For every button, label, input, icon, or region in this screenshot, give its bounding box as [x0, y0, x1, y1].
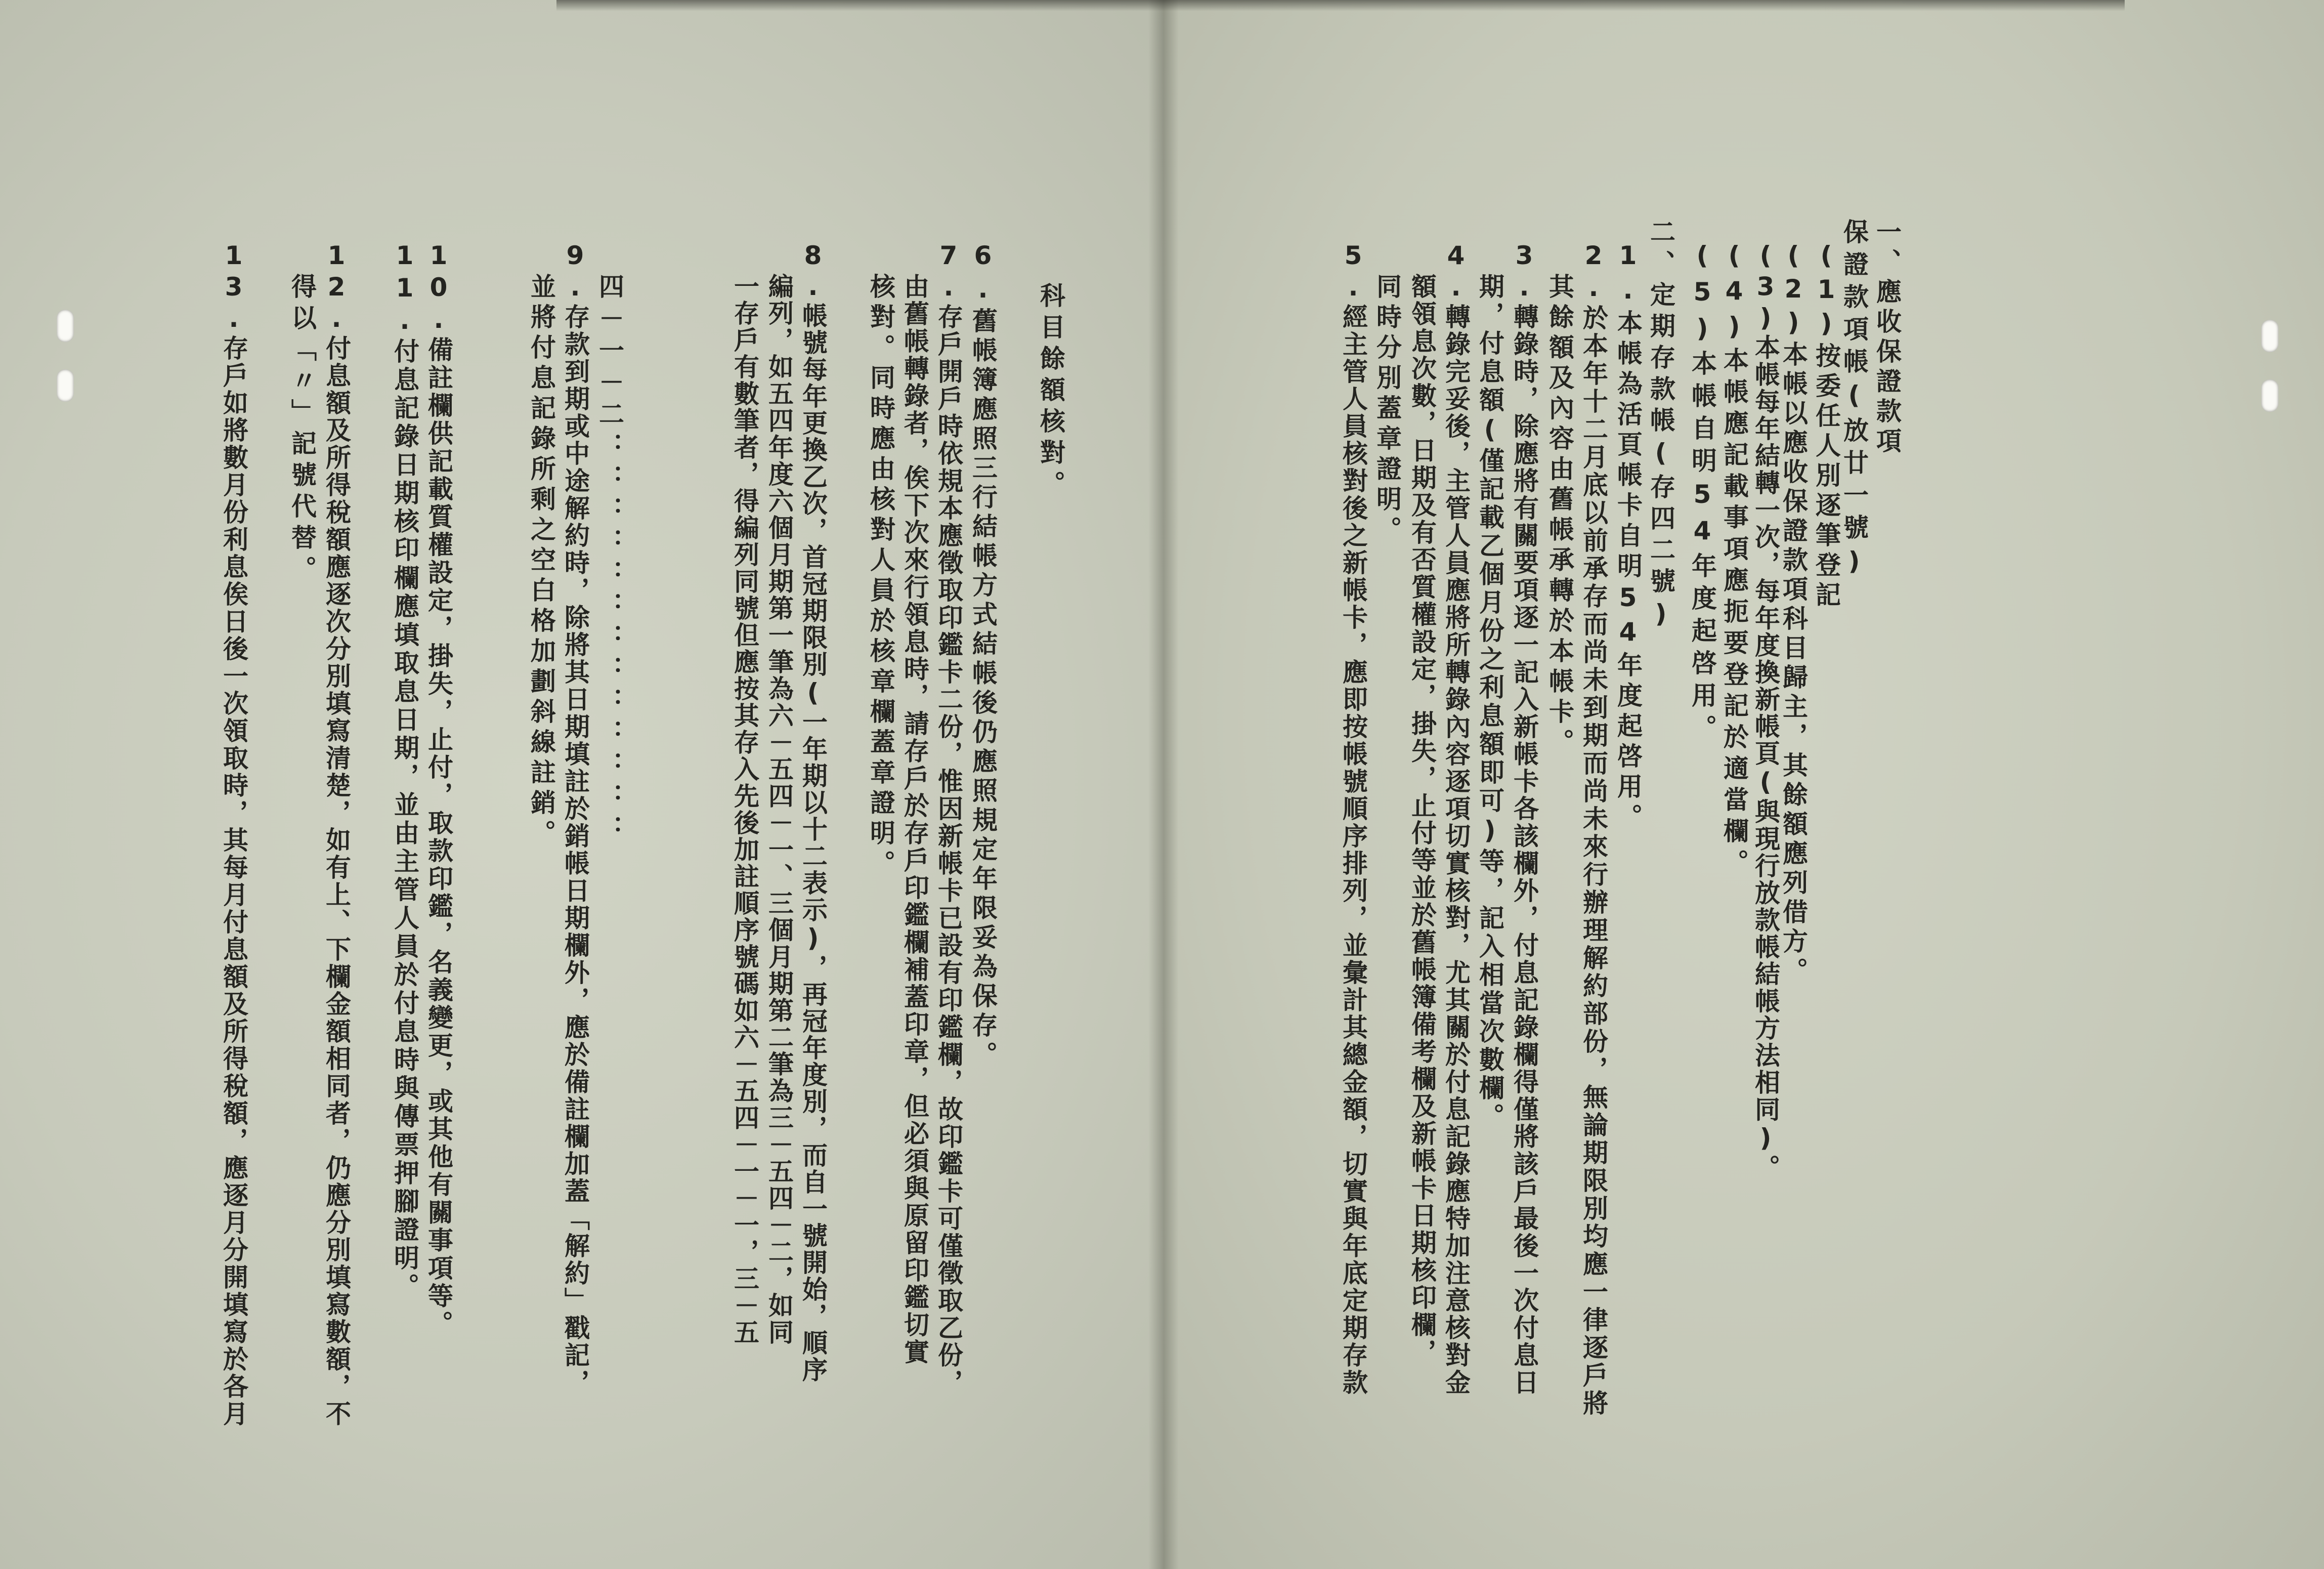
- text-column: 科目餘額核對。: [1036, 282, 1065, 502]
- text-column: 保證款項帳(放廿一號): [1839, 219, 1869, 583]
- top-edge-shadow: [556, 0, 2125, 11]
- text-column: 由舊帳轉錄者，俟下次來行領息時，請存戶於存戶印鑑欄補蓋印章，但必須與原留印鑑切實: [900, 273, 929, 1366]
- text-column: 得以「〃」記號代替。: [287, 273, 317, 587]
- text-column: 12.付息額及所得稅額應逐次分別填寫清楚，如有上、下欄金額相同者，仍應分別填寫數額，不: [322, 241, 351, 1428]
- text-column: 額領息次數，日期及有否質權設定，掛失，止付等並於舊帳簿備考欄及新帳卡日期核印欄，: [1407, 273, 1437, 1366]
- text-column: 11.付息記錄日期核印欄應填取息日期，並由主管人員於付息時與傳票押腳證明。: [390, 241, 419, 1301]
- text-column: (4)本帳應記載事項應扼要登記於適當欄。: [1719, 241, 1749, 880]
- binding-hole-left-top: [57, 310, 74, 342]
- text-column: 一存戶有數筆者，得編列同號但應按其存入先後加註順序號碼如六－五四－一－一，三－五: [730, 273, 759, 1346]
- text-column: 9.存款到期或中途解約時，除將其日期填註於銷帳日期欄外，應於備註欄加蓋「解約」戳記，: [561, 241, 590, 1396]
- text-column: 4.轉錄完妥後，主管人員應將所轉錄內容逐項切實核對，尤其關於付息記錄應特加注意核對金: [1441, 241, 1471, 1396]
- text-column: 並將付息記錄所剩之空白格加劃斜線註銷。: [527, 273, 556, 850]
- binding-hole-left-bottom: [57, 369, 74, 402]
- text-column: 一、應收保證款項: [1872, 219, 1902, 457]
- text-column: (1)按委任人別逐筆登記: [1812, 241, 1841, 611]
- text-column: 2.於本年十二月底以前承存而尚未到期而尚未來行辦理解約部份，無論期限別均應一律逐戶將: [1579, 241, 1608, 1418]
- text-column: 6.舊帳簿應照三行結帳方式結帳後仍應照規定年限妥為保存。: [968, 241, 998, 1071]
- text-column: 編列，如五四年度六個月期第一筆為六－五四－一、三個月期第二筆為三－五四－二，如同: [764, 273, 794, 1346]
- text-column: 期，付息額(僅記載乙個月份之利息額即可)等，記入相當次數欄。: [1475, 273, 1504, 1131]
- text-column: 同時分別蓋章證明。: [1372, 273, 1402, 546]
- text-column: (5)本帳自明54年度起啓用。: [1688, 241, 1717, 747]
- binding-hole-right-top: [2261, 320, 2278, 352]
- text-column: 3.轉錄時，除應將有關要項逐一記入新帳卡各該欄外，付息記錄欄得僅將該戶最後一次付息日: [1510, 241, 1539, 1396]
- book-gutter: [1148, 0, 1179, 1569]
- text-column: 5.經主管人員核對後之新帳卡，應即按帳號順序排列，並彙計其總金額，切實與年底定期存款: [1339, 241, 1368, 1396]
- text-column: 核對。同時應由核對人員於核章欄蓋章證明。: [866, 273, 895, 880]
- text-column: 7.存戶開戶時依規本應徵取印鑑卡二份，惟因新帳卡已設有印鑑欄，故印鑑卡可僅徵取乙份，: [934, 241, 963, 1396]
- binding-hole-right-bottom: [2261, 379, 2278, 412]
- text-column: (2)本帳以應收保證款項科目歸主，其餘額應列借方。: [1779, 241, 1808, 987]
- text-column: 其餘額及內容由舊帳承轉於本帳卡。: [1545, 273, 1574, 759]
- text-column: 8.帳號每年更換乙次，首冠期限別(一年期以十二表示)，再冠年度別，而自一號開始，順序: [798, 241, 828, 1383]
- text-column: 13.存戶如將數月份利息俟日後一次領取時，其每月付息額及所得稅額，應逐月分開填寫於各月: [219, 241, 248, 1428]
- text-column: 10.備註欄供記載質權設定，掛失，止付，取款印鑑，名義變更，或其他有關事項等。: [424, 241, 453, 1338]
- text-column: (3)本帳每年結轉一次，每年度換新帳頁(與現行放款帳結帳方法相同)。: [1751, 241, 1780, 1181]
- text-column: 二、定期存款帳(存四二號): [1646, 219, 1675, 634]
- text-column: 1.本帳為活頁帳卡自明54年度起啓用。: [1613, 241, 1643, 834]
- text-column: 四－一－二：：：：：：：：：：：：：: [595, 273, 624, 847]
